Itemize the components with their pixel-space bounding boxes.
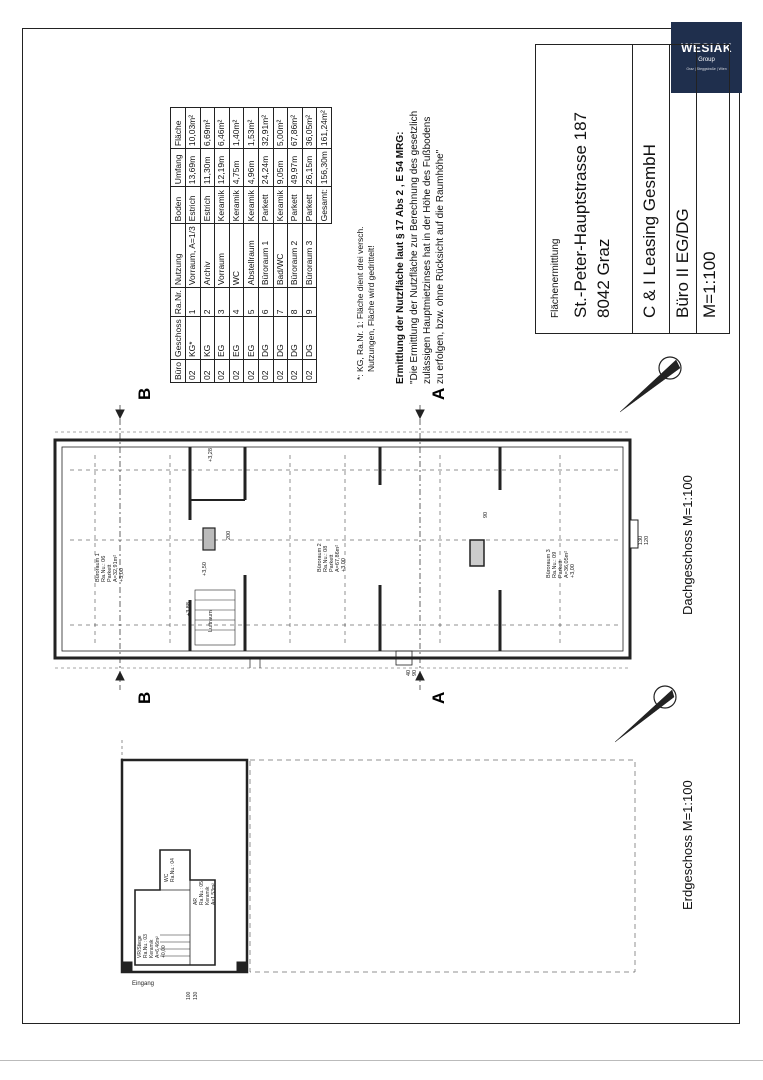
north-arrow-dg (620, 357, 681, 412)
dim-label: 130 (638, 535, 644, 545)
room-name: Büroraum 3 (546, 549, 552, 578)
area-table-cell: 4 (229, 288, 244, 317)
room-area: A=32,91m² (113, 554, 119, 582)
area-table-cell: 02 (244, 360, 259, 383)
area-table-cell: 6,69m² (200, 108, 215, 149)
section-arrow-b-bottom (116, 672, 124, 680)
area-table-cell: Keramik (215, 187, 230, 224)
footnote-line1: *: KG, Ra.Nr. 1: Fläche dient drei versch. (355, 226, 365, 380)
room-nr: Ra.Nu.: 06 (101, 555, 107, 582)
area-table-cell: Parkett (258, 187, 273, 224)
eg-room-name: VR/Stiege (137, 935, 143, 958)
section-arrow-b-top (116, 410, 124, 418)
room-height: +3,00 (570, 564, 576, 578)
area-table-cell: EG (244, 317, 259, 360)
area-table-header-cell: Boden (171, 187, 186, 224)
eg-ar-nr: Ra.Nu.: 05 (199, 881, 205, 905)
area-table-cell: 5,00m² (273, 108, 288, 149)
area-table-cell: KG* (186, 317, 201, 360)
area-table-cell: 1,40m² (229, 108, 244, 149)
area-table-cell: 32,91m² (258, 108, 273, 149)
eg-room-height: +0,00 (161, 945, 167, 958)
title-scale: M=1:100 (700, 251, 719, 318)
area-table-cell: 02 (258, 360, 273, 383)
section-a-top-label: A (429, 387, 448, 400)
area-table-cell: 4,75m (229, 149, 244, 187)
area-table-cell: Büroraum 2 (288, 224, 303, 288)
dg-stair (195, 590, 235, 645)
room-floor: Parkett (558, 560, 564, 578)
total-flaeche: 161,24m² (317, 108, 332, 149)
eg-room-nr: Ra.Nu.: 03 (143, 934, 149, 958)
total-umfang: 156,30m (317, 149, 332, 187)
area-table-cell: Keramik (229, 187, 244, 224)
area-table-cell: 1 (186, 288, 201, 317)
area-table-cell: 02 (302, 360, 317, 383)
chimney (470, 540, 484, 566)
area-table-cell: Keramik (273, 187, 288, 224)
dim-label: 90 (483, 511, 489, 518)
area-table-cell: EG (215, 317, 230, 360)
room-nr: Ra.Nu.: 08 (323, 545, 329, 572)
eg-wc-nr: Ra.Nu.: 04 (170, 858, 176, 882)
area-table-cell: 8 (288, 288, 303, 317)
area-table-cell: Büroraum 1 (258, 224, 273, 288)
area-table-cell: DG (302, 317, 317, 360)
title-address-line2: 8042 Graz (594, 238, 613, 318)
area-table-header-cell: Büro (171, 360, 186, 383)
section-arrow-a-top (416, 410, 424, 418)
area-table-cell: 2 (200, 288, 215, 317)
dg-drawing-label: Dachgeschoss M=1:100 (680, 475, 695, 615)
eg-dim-label: 130 (193, 991, 199, 1000)
area-table-cell: Bad/WC (273, 224, 288, 288)
eg-pillar (122, 962, 132, 972)
section-b-bottom-label: B (135, 691, 154, 704)
logo-name: WESIAK (681, 41, 732, 55)
area-table-cell: 9,05m (273, 149, 288, 187)
room-height: +3,00 (341, 558, 347, 572)
eg-extent (250, 760, 635, 972)
eg-dim-label: 100 (186, 991, 192, 1000)
area-table-cell: Büroraum 3 (302, 224, 317, 288)
law-note-line3: zu erfolgen, bzw. ohne Rücksicht auf die Raumhöhe" (435, 149, 446, 384)
area-table-cell: Keramik (244, 187, 259, 224)
entry-label: Eingang (132, 981, 155, 987)
dim-label: +3,28 (208, 448, 214, 462)
footnote-line2: Nutzungen, Fläche wird gedrittelt! (366, 245, 376, 372)
luftraum-label: Luftraum (208, 610, 214, 632)
eg-pillar (237, 962, 247, 972)
area-table-cell: 02 (186, 360, 201, 383)
room-height: +3,00 (119, 568, 125, 582)
section-b-top-label: B (135, 387, 154, 400)
room-area: A=67,86m² (335, 544, 341, 572)
area-table-header-cell: Nutzung (171, 224, 186, 288)
dim-label: +3,88 (186, 602, 192, 616)
eg-room-labels (132, 858, 217, 1000)
eg-room-floor: Keramik (149, 939, 155, 958)
area-table-cell: 5 (244, 288, 259, 317)
logo-tagline: Graz | Steggstraße | Wien (686, 67, 727, 71)
area-table-cell: 02 (200, 360, 215, 383)
area-table-header-cell: Umfang (171, 149, 186, 187)
area-table-cell: Parkett (302, 187, 317, 224)
room-name: Büroraum 1 (95, 553, 101, 582)
total-label: Gesamt: (317, 187, 332, 224)
title-heading: Flächenermittlung (550, 238, 561, 318)
dg-outer-wall (55, 440, 630, 658)
area-table-cell: Estrich (186, 187, 201, 224)
dim-label: 200 (226, 530, 232, 540)
area-table-cell: 3 (215, 288, 230, 317)
dg-room-labels (95, 448, 650, 676)
area-table-cell: 02 (229, 360, 244, 383)
area-table-cell: Parkett (288, 187, 303, 224)
area-table-cell: Vorraum, A=1/3 (186, 224, 201, 288)
eg-room-area: A=6,46m² (155, 936, 161, 958)
dg-slope-lines (70, 455, 620, 645)
area-table-header-cell: Fläche (171, 108, 186, 149)
eg-ar-label: AR (193, 898, 199, 905)
title-address-line1: St.-Peter-Hauptstrasse 187 (571, 112, 590, 318)
room-name: Büroraum 2 (317, 543, 323, 572)
chimney (203, 528, 215, 550)
dim-label: 40 (406, 669, 412, 676)
logo-sub: Group (698, 57, 715, 63)
area-table-cell: 02 (288, 360, 303, 383)
area-table-cell: DG (273, 317, 288, 360)
area-table-cell: 11,30m (200, 149, 215, 187)
area-table-header-cell: Ra.Nr. (171, 288, 186, 317)
dg-inner-wall (62, 447, 623, 651)
area-table-cell: EG (229, 317, 244, 360)
eg-drawing-label: Erdgeschoss M=1:100 (680, 780, 695, 910)
law-note-line2: zulässigen Hauptmietzinses hat in der Höhe des Fußbodens (422, 116, 433, 384)
area-table-cell: 4,96m (244, 149, 259, 187)
eg-ar-floor: Keramik (205, 886, 211, 905)
room-nr: Ra.Nu.: 09 (552, 551, 558, 578)
eg-ar-area: A=1,53m² (211, 883, 217, 905)
area-table-cell: Abstellraum (244, 224, 259, 288)
area-table-cell: 6 (258, 288, 273, 317)
area-table-cell: Estrich (200, 187, 215, 224)
law-note-heading: Ermittlung der Nutzfläche laut § 17 Abs 2 , E 54 MRG: (395, 131, 406, 384)
area-table-cell: 24,24m (258, 149, 273, 187)
area-table-cell: Vorraum (215, 224, 230, 288)
dim-label: +3,50 (202, 562, 208, 576)
area-table-cell: DG (288, 317, 303, 360)
area-table-cell: 02 (273, 360, 288, 383)
area-table-cell: 36,05m² (302, 108, 317, 149)
dim-label: 90 (412, 669, 418, 676)
area-table-cell: 9 (302, 288, 317, 317)
law-note-line1: "Die Ermittlung der Nutzfläche zur Berechnung des gesetzlich (409, 110, 420, 384)
title-unit: Büro II EG/DG (673, 208, 692, 318)
area-table-cell: 6,46m² (215, 108, 230, 149)
area-table-cell: WC (229, 224, 244, 288)
section-a-bottom-label: A (429, 691, 448, 704)
area-table-cell: 1,53m² (244, 108, 259, 149)
north-arrow-eg (615, 686, 676, 742)
area-table-cell: DG (258, 317, 273, 360)
area-table-cell: 7 (273, 288, 288, 317)
room-floor: Parkett (329, 554, 335, 572)
area-table-cell: 02 (215, 360, 230, 383)
area-table-cell: Archiv (200, 224, 215, 288)
area-table-cell: 26,15m (302, 149, 317, 187)
title-company: C & I Leasing GesmbH (640, 144, 659, 318)
room-area: A=36,05m² (564, 550, 570, 578)
area-table-cell: KG (200, 317, 215, 360)
eg-wc-label: WC (164, 873, 170, 882)
area-table-header-cell: Geschoss (171, 317, 186, 360)
dg-window (630, 520, 638, 548)
area-table-cell: 49,97m (288, 149, 303, 187)
area-table-cell: 12,19m (215, 149, 230, 187)
area-table-cell: 10,03m² (186, 108, 201, 149)
area-table-cell: 67,86m² (288, 108, 303, 149)
dim-label: 120 (644, 535, 650, 545)
area-table-cell: 13,69m (186, 149, 201, 187)
room-floor: Parkett (107, 564, 113, 582)
